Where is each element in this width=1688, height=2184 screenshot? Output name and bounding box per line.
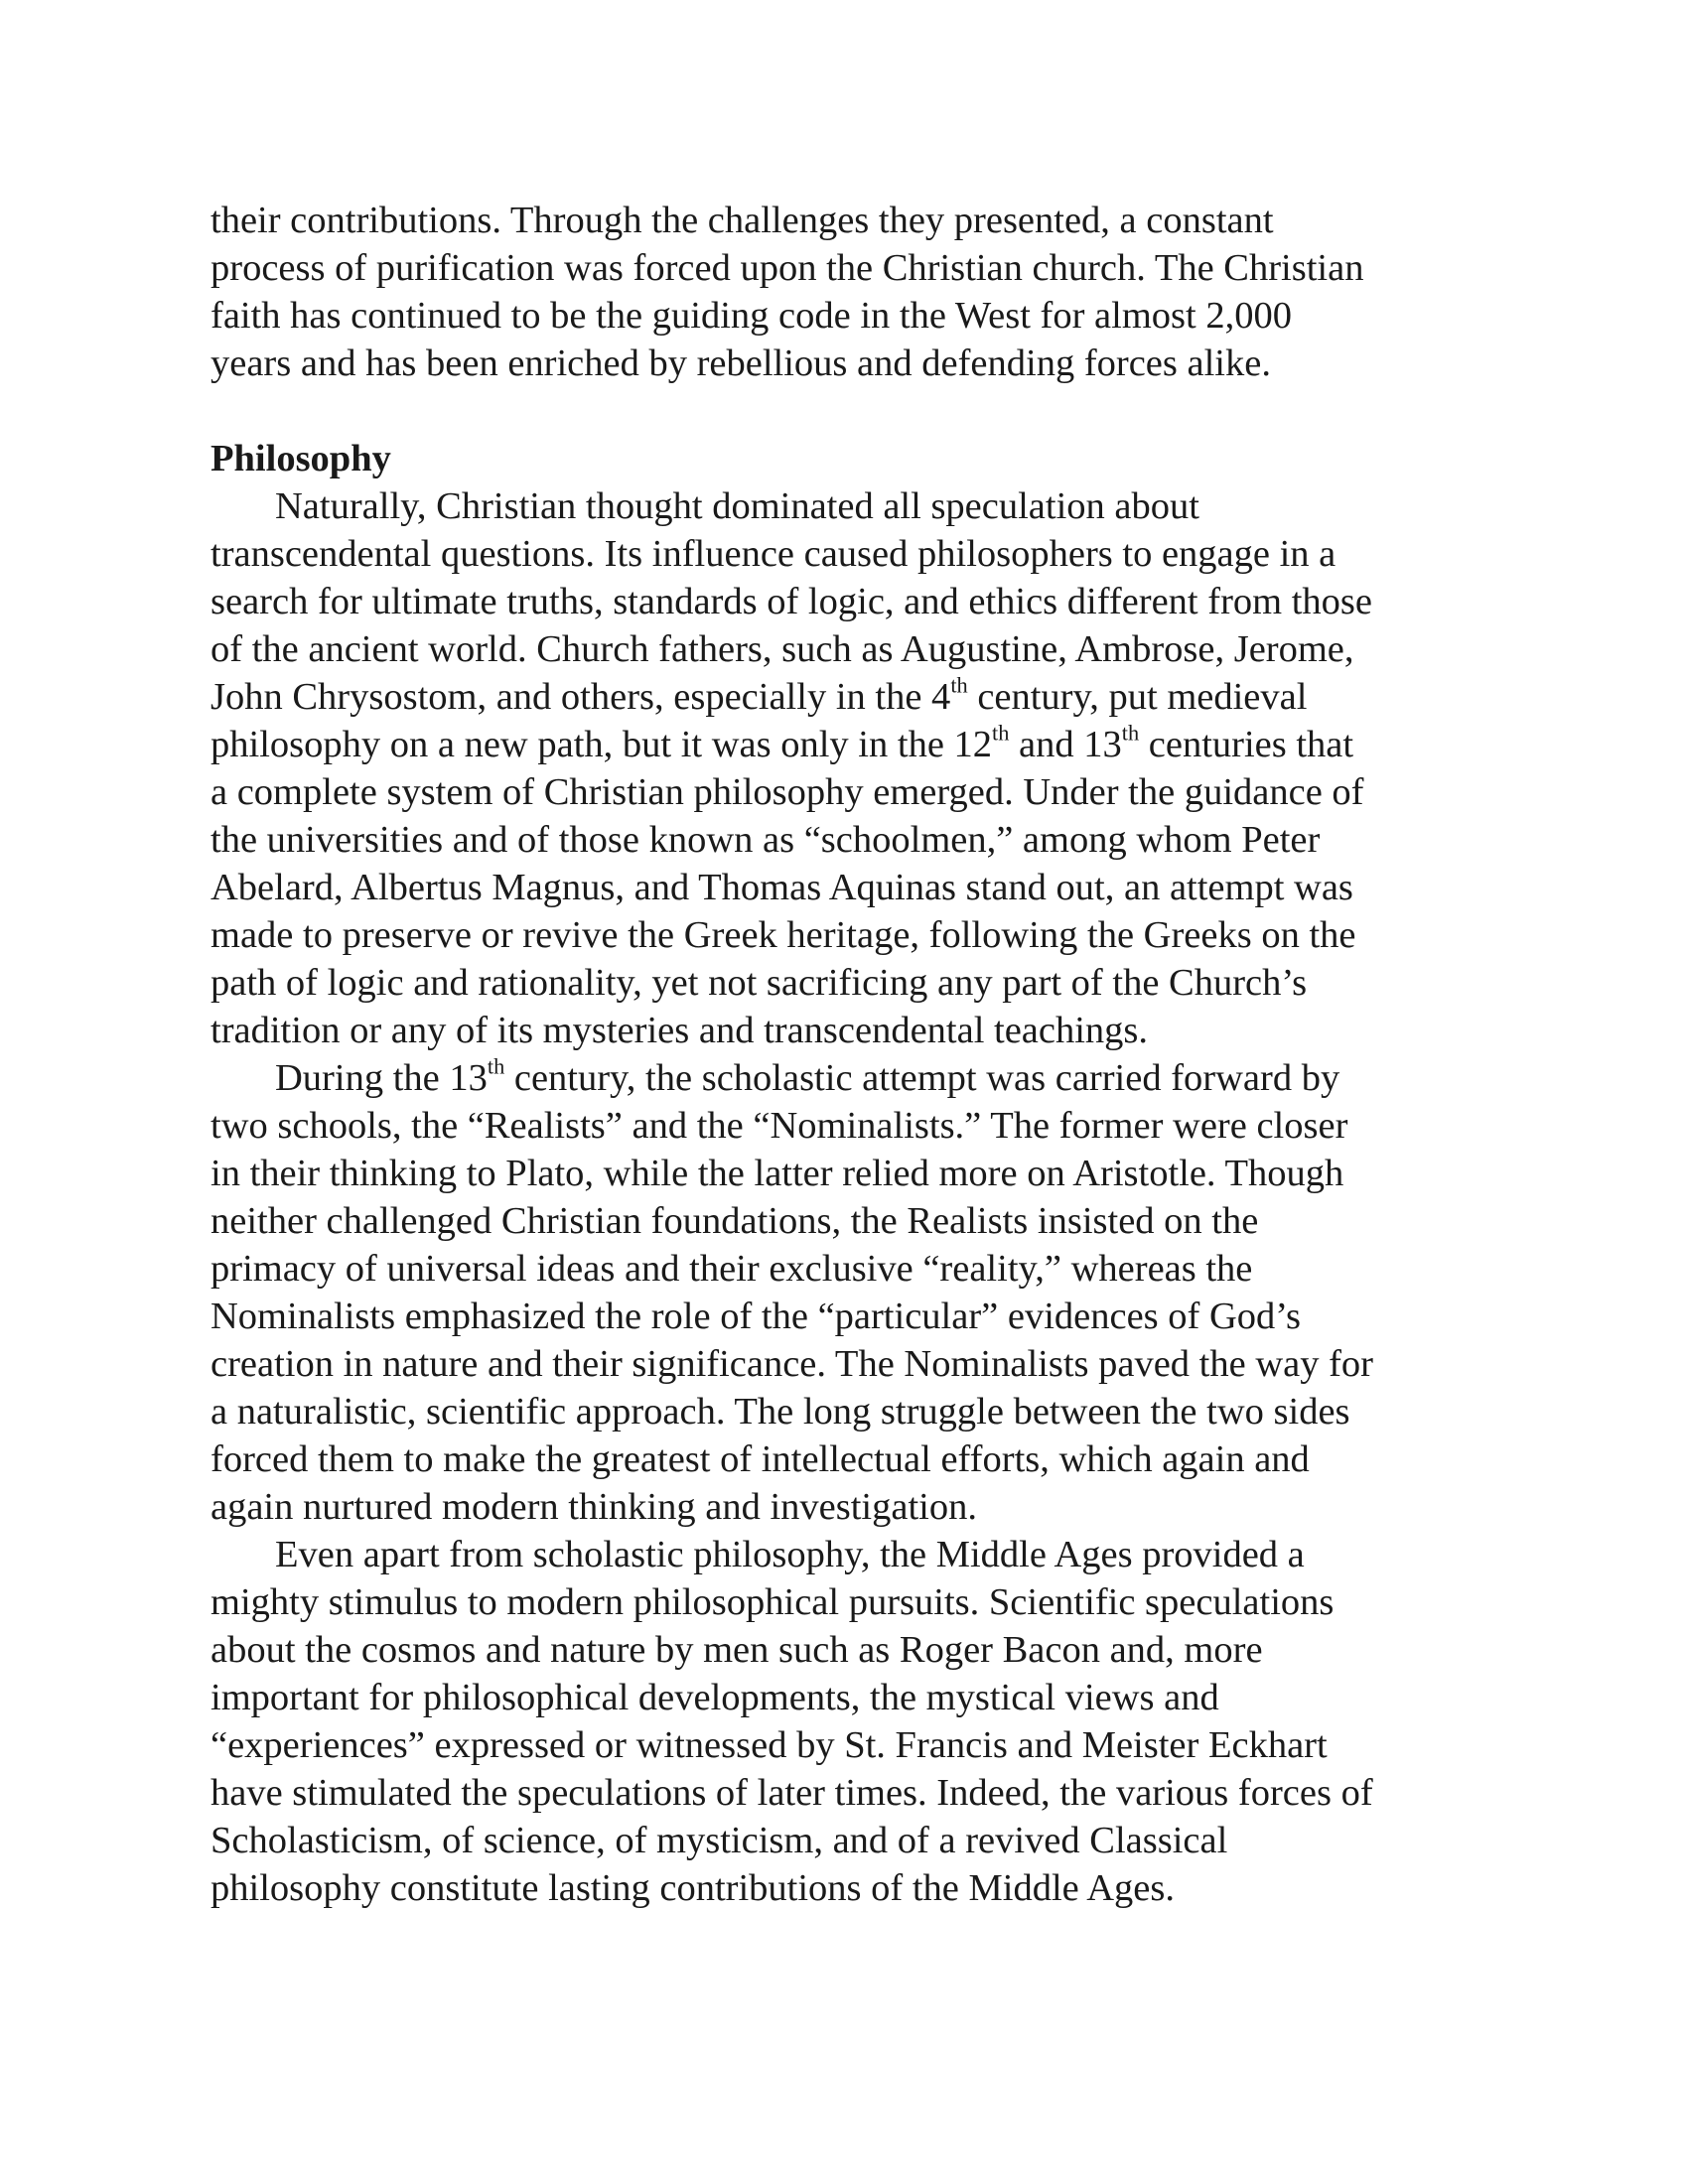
text-line xyxy=(211,959,1501,1007)
text-line xyxy=(211,1531,1501,1578)
ordinal-superscript: th xyxy=(1121,720,1140,746)
text-run: primacy of universal ideas and their exclusive “reality,” whereas the xyxy=(211,1248,1253,1290)
text-run: Even apart from scholastic philosophy, the Middle Ages provided a xyxy=(275,1534,1305,1575)
text-run: made to preserve or revive the Greek heritage, following the Greeks on the xyxy=(211,914,1356,956)
text-run: century, put medieval xyxy=(967,676,1308,718)
text-run: Nominalists emphasized the role of the “particular” evidences of God’s xyxy=(211,1296,1301,1337)
body-paragraph xyxy=(211,1531,1501,1912)
text-line xyxy=(211,721,1501,768)
text-line: faith has continued to be the guiding code in the West for almost 2,000 xyxy=(211,295,1292,337)
text-run: and 13 xyxy=(1009,724,1122,765)
ordinal-superscript: th xyxy=(992,720,1010,746)
text-run: century, the scholastic attempt was carried forward by xyxy=(504,1057,1340,1099)
text-line xyxy=(211,1293,1501,1340)
text-run: tradition or any of its mysteries and transcendental teachings. xyxy=(211,1010,1149,1051)
text-line xyxy=(211,816,1501,864)
text-run: again nurtured modern thinking and investigation. xyxy=(211,1486,977,1528)
text-line xyxy=(211,1150,1501,1197)
body-paragraph xyxy=(211,1054,1501,1531)
text-run: search for ultimate truths, standards of logic, and ethics different from those xyxy=(211,581,1372,622)
text-run: about the cosmos and nature by men such as Roger Bacon and, more xyxy=(211,1629,1263,1671)
text-run: philosophy constitute lasting contributions of the Middle Ages. xyxy=(211,1867,1175,1909)
text-line xyxy=(211,1197,1501,1245)
document-page xyxy=(211,197,1501,1912)
text-line xyxy=(211,1102,1501,1150)
text-line xyxy=(211,1483,1501,1531)
text-line xyxy=(211,1817,1501,1864)
text-line xyxy=(211,1388,1501,1435)
text-line xyxy=(211,1007,1501,1054)
text-run: John Chrysostom, and others, especially in the 4 xyxy=(211,676,951,718)
text-line xyxy=(211,1674,1501,1721)
text-run: two schools, the “Realists” and the “Nominalists.” The former were closer xyxy=(211,1105,1348,1147)
text-line xyxy=(211,1864,1501,1912)
text-run: Naturally, Christian thought dominated all speculation about xyxy=(275,485,1199,527)
intro-paragraph xyxy=(211,197,1501,387)
text-run: centuries that xyxy=(1139,724,1354,765)
text-line xyxy=(211,1769,1501,1817)
text-run: a naturalistic, scientific approach. The long struggle between the two sides xyxy=(211,1391,1350,1433)
text-run: the universities and of those known as “schoolmen,” among whom Peter xyxy=(211,819,1321,861)
text-run: important for philosophical developments, the mystical views and xyxy=(211,1677,1219,1718)
text-run: have stimulated the speculations of later times. Indeed, the various forces of xyxy=(211,1772,1373,1814)
section-body xyxy=(211,482,1501,1912)
ordinal-superscript: th xyxy=(487,1053,505,1079)
text-line xyxy=(211,1054,1501,1102)
body-paragraph xyxy=(211,482,1501,1054)
text-line: process of purification was forced upon the Christian church. The Christian xyxy=(211,247,1364,289)
text-run: forced them to make the greatest of intellectual efforts, which again and xyxy=(211,1438,1310,1480)
text-run: philosophy on a new path, but it was only in the 12 xyxy=(211,724,993,765)
text-run: During the 13 xyxy=(275,1057,488,1099)
text-run: a complete system of Christian philosophy emerged. Under the guidance of xyxy=(211,771,1364,813)
text-run: path of logic and rationality, yet not sacrificing any part of the Church’s xyxy=(211,962,1308,1004)
ordinal-superscript: th xyxy=(950,672,968,698)
text-run: neither challenged Christian foundations, the Realists insisted on the xyxy=(211,1200,1259,1242)
text-line: years and has been enriched by rebellious and defending forces alike. xyxy=(211,342,1271,384)
text-line xyxy=(211,1721,1501,1769)
text-run: creation in nature and their significance. The Nominalists paved the way for xyxy=(211,1343,1373,1385)
section-heading: Philosophy xyxy=(211,438,391,479)
text-line xyxy=(211,864,1501,911)
text-line xyxy=(211,1626,1501,1674)
text-line xyxy=(211,673,1501,721)
text-run: “experiences” expressed or witnessed by St. Francis and Meister Eckhart xyxy=(211,1724,1328,1766)
text-line xyxy=(211,530,1501,578)
text-line xyxy=(211,482,1501,530)
text-line xyxy=(211,1435,1501,1483)
text-line: their contributions. Through the challenges they presented, a constant xyxy=(211,200,1274,241)
text-run: Abelard, Albertus Magnus, and Thomas Aquinas stand out, an attempt was xyxy=(211,867,1353,908)
text-line xyxy=(211,578,1501,625)
text-line xyxy=(211,625,1501,673)
text-line xyxy=(211,768,1501,816)
text-run: transcendental questions. Its influence caused philosophers to engage in a xyxy=(211,533,1336,575)
text-line xyxy=(211,1578,1501,1626)
text-line xyxy=(211,1340,1501,1388)
text-line xyxy=(211,911,1501,959)
text-run: Scholasticism, of science, of mysticism, and of a revived Classical xyxy=(211,1820,1228,1861)
text-run: in their thinking to Plato, while the latter relied more on Aristotle. Though xyxy=(211,1153,1344,1194)
text-run: of the ancient world. Church fathers, such as Augustine, Ambrose, Jerome, xyxy=(211,628,1354,670)
text-line xyxy=(211,1245,1501,1293)
section-gap xyxy=(211,387,1501,435)
text-run: mighty stimulus to modern philosophical pursuits. Scientific speculations xyxy=(211,1581,1335,1623)
